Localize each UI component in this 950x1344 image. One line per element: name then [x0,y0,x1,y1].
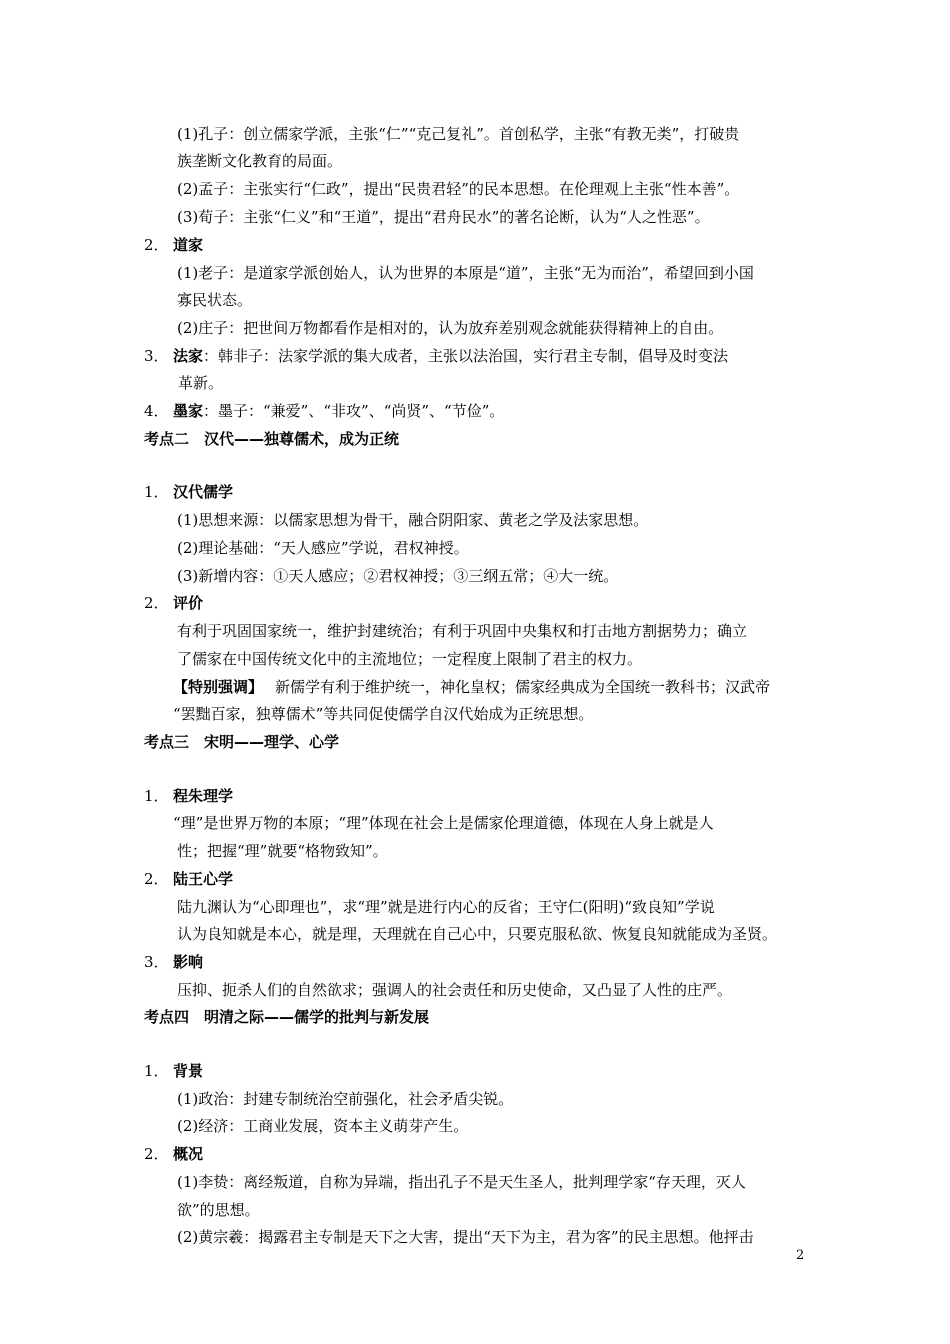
kongzi-line-1: (1)孔子：创立儒家学派，主张“仁”“克己复礼”。首创私学，主张“有教无类”，打破贵 [177,125,740,143]
section-3-title: 考点三 宋明——理学、心学 [144,733,340,751]
s3-h3-number: 3． [144,953,169,971]
s2-theory: (2)理论基础：“天人感应”学说，君权神授。 [177,539,469,557]
s2-source: (1)思想来源：以儒家思想为骨干，融合阴阳家、黄老之学及法家思想。 [177,511,649,529]
fajia-line-2: 革新。 [178,374,224,392]
mojia-number: 4． [144,402,169,420]
laozi-line-2: 寡民状态。 [177,291,253,309]
s2-h1-number: 1． [144,483,169,501]
mojia-label: 墨家 [173,402,204,420]
laozi-line-1: (1)老子：是道家学派创始人，认为世界的本原是“道”，主张“无为而治”，希望回到小国 [177,264,754,282]
politics-line: (1)政治：封建专制统治空前强化，社会矛盾尖锐。 [177,1090,514,1108]
xunzi-line: (3)荀子：主张“仁义”和“王道”，提出“君舟民水”的著名论断，认为“人之性恶”。 [177,208,710,226]
kongzi-line-2: 族垄断文化教育的局面。 [177,152,343,170]
luwang-line-2: 认为良知就是本心，就是理，天理就在自己心中，只要克服私欲、恢复良知就能成为圣贤。 [177,925,778,943]
luwang-line-1: 陆九渊认为“心即理也”，求“理”就是进行内心的反省；王守仁(阳明)“致良知”学说 [177,898,715,916]
zhuangzi-line: (2)庄子：把世间万物都看作是相对的，认为放弃差别观念就能获得精神上的自由。 [177,319,724,337]
economy-line: (2)经济：工商业发展，资本主义萌芽产生。 [177,1117,469,1135]
huangzongxi-line: (2)黄宗羲：揭露君主专制是天下之大害，提出“天下为主，君为客”的民主思想。他抨击 [177,1228,754,1246]
section-2-title: 考点二 汉代——独尊儒术，成为正统 [144,430,400,448]
chengzhu-line-2: 性；把握“理”就要“格物致知”。 [177,842,388,860]
s2-eval-line-2: 了儒家在中国传统文化中的主流地位；一定程度上限制了君主的权力。 [177,650,643,668]
s2-content: (3)新增内容：①天人感应；②君权神授；③三纲五常；④大一统。 [177,567,619,585]
mengzi-line: (2)孟子：主张实行“仁政”，提出“民贵君轻”的民本思想。在伦理观上主张“性本善”。 [177,180,740,198]
special-emphasis-text: 新儒学有利于维护统一，神化皇权；儒家经典成为全国统一教科书；汉武帝 [275,678,771,696]
mojia-text: ：墨子：“兼爱”、“非攻”、“尚贤”、“节俭”。 [203,402,505,420]
lizhi-line-1: (1)李贽：离经叛道，自称为异端，指出孔子不是天生圣人，批判理学家“存天理，灭人 [177,1173,746,1191]
s4-h2-number: 2． [144,1145,169,1163]
s3-h3-heading: 影响 [173,953,204,971]
s2-h2-number: 2． [144,594,169,612]
daojia-heading: 道家 [173,236,204,254]
fajia-number: 3． [144,347,169,365]
mojia-line [173,402,504,420]
daojia-number: 2． [144,236,169,254]
fajia-line-1 [173,347,728,365]
s2-eval-line-1: 有利于巩固国家统一，维护封建统治；有利于巩固中央集权和打击地方割据势力；确立 [177,622,748,640]
s2-h1-heading: 汉代儒学 [173,483,234,501]
s3-h1-heading: 程朱理学 [173,787,234,805]
s3-h1-number: 1． [144,787,169,805]
s4-h1-number: 1． [144,1062,169,1080]
s3-h2-number: 2． [144,870,169,888]
impact-line: 压抑、扼杀人们的自然欲求；强调人的社会责任和历史使命，又凸显了人性的庄严。 [177,981,733,999]
special-emphasis-line-2: “罢黜百家，独尊儒术”等共同促使儒学自汉代始成为正统思想。 [173,705,594,723]
s4-h2-heading: 概况 [173,1145,204,1163]
section-4-title: 考点四 明清之际——儒学的批判与新发展 [144,1008,430,1026]
s3-h2-heading: 陆王心学 [173,870,234,888]
fajia-label: 法家 [173,347,204,365]
page-number: 2 [796,1248,805,1263]
chengzhu-line-1: “理”是世界万物的本原；“理”体现在社会上是儒家伦理道德，体现在人身上就是人 [173,814,714,832]
special-emphasis-label: 【特别强调】 [173,678,264,696]
s4-h1-heading: 背景 [173,1062,204,1080]
special-emphasis-line-1 [173,678,770,696]
lizhi-line-2: 欲”的思想。 [177,1201,260,1219]
s2-h2-heading: 评价 [173,594,204,612]
fajia-text: ：韩非子：法家学派的集大成者，主张以法治国，实行君主专制，倡导及时变法 [203,347,729,365]
